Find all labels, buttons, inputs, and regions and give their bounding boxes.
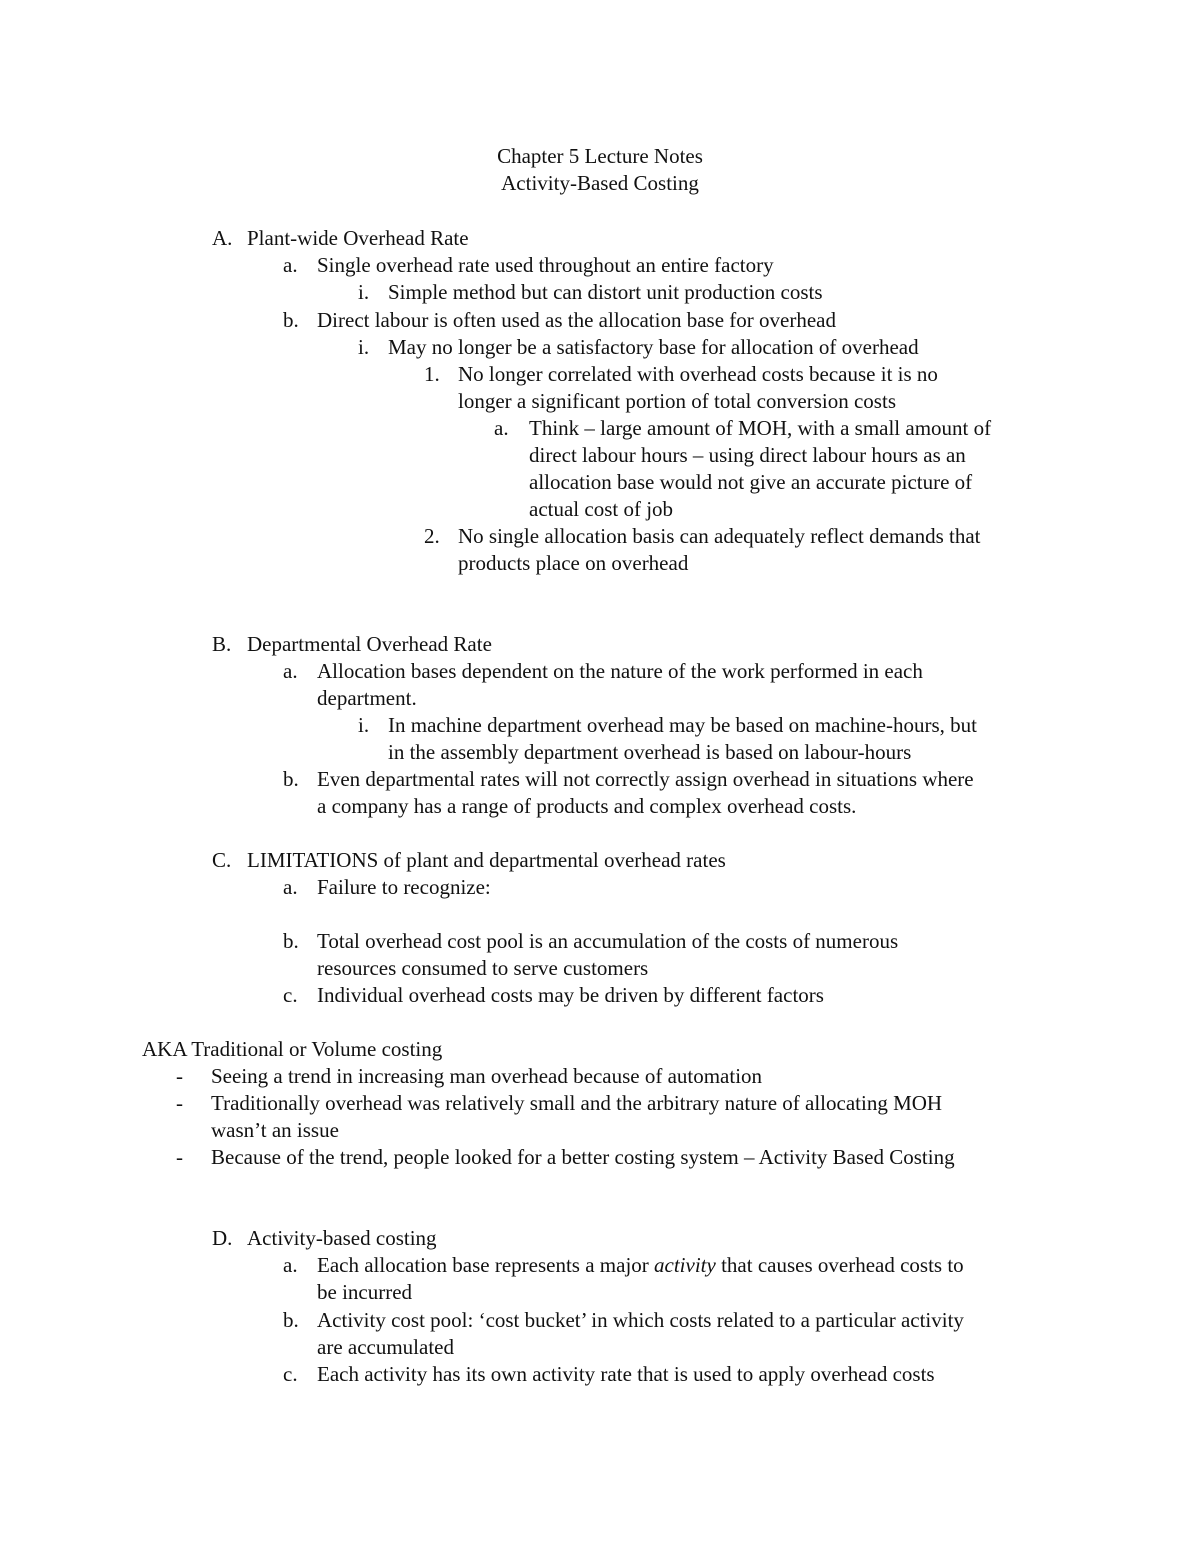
list-item-continuation: wasn’t an issue (211, 1118, 339, 1142)
list-item: No single allocation basis can adequately reflect demands that (458, 524, 981, 548)
list-item-continuation: allocation base would not give an accurate picture of (529, 470, 973, 494)
list-item: Simple method but can distort unit production costs (388, 280, 823, 304)
list-marker: i. (358, 280, 370, 304)
list-item-continuation: be incurred (317, 1280, 413, 1304)
page-subtitle: Activity-Based Costing (501, 171, 699, 195)
list-item: Even departmental rates will not correctly assign overhead in situations where (317, 767, 974, 791)
list-item: Single overhead rate used throughout an entire factory (317, 253, 774, 277)
list-marker: a. (283, 875, 298, 899)
list-item: Activity cost pool: ‘cost bucket’ in which costs related to a particular activity (317, 1308, 964, 1332)
section-d-marker: D. (212, 1226, 233, 1250)
list-marker: b. (283, 308, 299, 332)
section-d-heading: Activity-based costing (247, 1226, 437, 1250)
list-item: Total overhead cost pool is an accumulation of the costs of numerous (317, 929, 899, 953)
list-marker: b. (283, 1308, 299, 1332)
section-a-heading: Plant-wide Overhead Rate (247, 226, 469, 250)
emphasized-term: activity (654, 1253, 716, 1277)
list-marker: b. (283, 929, 299, 953)
list-marker: c. (283, 1362, 298, 1386)
list-item: Failure to recognize: (317, 875, 491, 899)
list-item-continuation: direct labour hours – using direct labour hours as an (529, 443, 966, 467)
list-marker: i. (358, 335, 370, 359)
text-segment: Each allocation base represents a major (317, 1253, 655, 1277)
list-item-continuation: resources consumed to serve customers (317, 956, 649, 980)
section-b-heading: Departmental Overhead Rate (247, 632, 492, 656)
dash-bullet: - (176, 1091, 183, 1115)
list-marker: a. (283, 1253, 298, 1277)
list-marker: 1. (424, 362, 440, 386)
section-a-marker: A. (212, 226, 233, 250)
section-b-marker: B. (212, 632, 232, 656)
list-item-continuation: a company has a range of products and complex overhead costs. (317, 794, 857, 818)
section-c-heading: LIMITATIONS of plant and departmental overhead rates (247, 848, 726, 872)
list-item: Seeing a trend in increasing man overhead because of automation (211, 1064, 763, 1088)
list-item-continuation: department. (317, 686, 417, 710)
list-marker: a. (494, 416, 509, 440)
list-item: In machine department overhead may be based on machine-hours, but (388, 713, 977, 737)
list-item: Each activity has its own activity rate that is used to apply overhead costs (317, 1362, 935, 1386)
page-title: Chapter 5 Lecture Notes (497, 144, 703, 168)
list-item-continuation: are accumulated (317, 1335, 454, 1359)
list-item: Direct labour is often used as the allocation base for overhead (317, 308, 836, 332)
dash-bullet: - (176, 1145, 183, 1169)
dash-bullet: - (176, 1064, 183, 1088)
list-marker: a. (283, 659, 298, 683)
list-marker: a. (283, 253, 298, 277)
section-c-marker: C. (212, 848, 232, 872)
list-item: Because of the trend, people looked for a better costing system – Activity Based Costing (211, 1145, 955, 1169)
aka-heading: AKA Traditional or Volume costing (142, 1037, 443, 1061)
list-item-continuation: longer a significant portion of total conversion costs (458, 389, 896, 413)
list-marker: c. (283, 983, 298, 1007)
list-item (317, 1255, 964, 1276)
list-marker: i. (358, 713, 370, 737)
list-marker: 2. (424, 524, 440, 548)
list-item: Think – large amount of MOH, with a small amount of (529, 416, 992, 440)
list-item: Individual overhead costs may be driven by different factors (317, 983, 824, 1007)
list-item: May no longer be a satisfactory base for allocation of overhead (388, 335, 919, 359)
text-segment: that causes overhead costs to (715, 1253, 964, 1277)
list-item-continuation: actual cost of job (529, 497, 674, 521)
list-item-continuation: in the assembly department overhead is based on labour-hours (388, 740, 912, 764)
list-item: Allocation bases dependent on the nature of the work performed in each (317, 659, 923, 683)
list-item-continuation: products place on overhead (458, 551, 689, 575)
list-item: Traditionally overhead was relatively small and the arbitrary nature of allocating MOH (211, 1091, 943, 1115)
list-item: No longer correlated with overhead costs because it is no (458, 362, 938, 386)
list-marker: b. (283, 767, 299, 791)
